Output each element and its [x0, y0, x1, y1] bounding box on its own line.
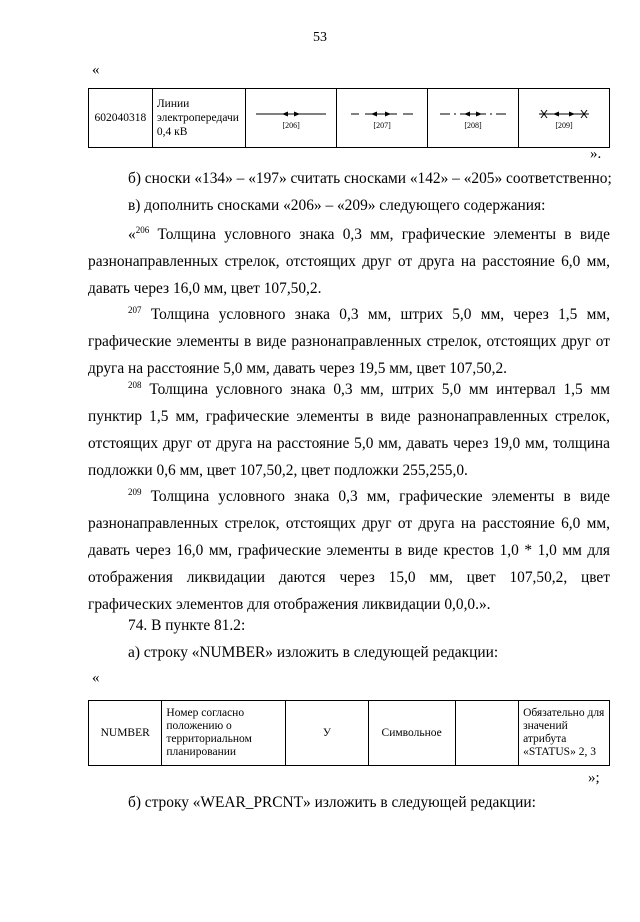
line-symbol-207-icon	[345, 109, 419, 119]
attr-name-cell: NUMBER	[89, 701, 162, 766]
symbol-207	[337, 89, 428, 148]
item-b: б) сноски «134» – «197» считать сносками «142» – «205» соответственно;	[128, 170, 612, 187]
footnote-206: [206]	[282, 121, 300, 130]
open-quote: «	[92, 62, 100, 78]
close-quote: ».	[590, 146, 602, 162]
attr-desc-cell: Номер согласно положению о территориальном планировании	[162, 701, 286, 766]
footnote-207: [207]	[373, 121, 391, 130]
footnote-206-text: «$^{206}$ Толщина условного знака 0,3 мм, графические элементы в виде разнонаправленных стрелок, отстоящих друг от друга на расстояние 6,0 мм, давать через 16,0 мм, цвет 107,50,2.	[88, 225, 610, 297]
item-v: в) дополнить сносками «206» – «209» следующего содержания:	[128, 197, 546, 214]
symbol-209	[519, 89, 610, 148]
close-quote-2: »;	[588, 770, 600, 786]
symbol-208	[428, 89, 519, 148]
symbol-table	[88, 88, 610, 148]
open-quote-2: «	[92, 670, 100, 686]
footnote-208: [208]	[464, 121, 482, 130]
line-symbol-208-icon	[436, 109, 510, 119]
attr-note-cell: Обязательно для значений атрибута «STATUS» 2, 3	[519, 701, 610, 766]
page-number: 53	[313, 30, 327, 45]
footnote-209: [209]	[555, 121, 573, 130]
line-symbol-209-icon	[527, 109, 601, 119]
symbol-206	[246, 89, 337, 148]
footnote-209-text: $^{209}$ Толщина условного знака 0,3 мм, графические элементы в виде разнонаправленных стрелок, отстоящих друг от друга на расстояние 6,0 мм, давать через 16,0 мм, графические элементы в виде крестов 1,0 * 1,0 мм для отображения ликвидации даются через 15,0 мм, цвет 107,50,2, цвет графических элементов для отображения ликвидации 0,0,0.».	[88, 487, 610, 613]
table-name-cell: Линии электропередачи 0,4 кВ	[152, 89, 245, 148]
table-code-cell: 602040318	[89, 89, 153, 148]
attr-empty-cell	[455, 701, 518, 766]
attr-flag-cell: У	[286, 701, 368, 766]
item-b2: б) строку «WEAR_PRCNT» изложить в следующей редакции:	[128, 794, 536, 811]
item-74: 74. В пункте 81.2:	[128, 617, 246, 634]
attribute-table	[88, 700, 610, 766]
footnote-207-text: $^{207}$ Толщина условного знака 0,3 мм, штрих 5,0 мм, через 1,5 мм, графические элементы в виде разнонаправленных стрелок, отстоящих друг от друга на расстояние 5,0 мм, давать через 19,5 мм, цвет 107,50,2.	[88, 305, 610, 377]
footnote-208-text: $^{208}$ Толщина условного знака 0,3 мм, штрих 5,0 мм интервал 1,5 мм пунктир 1,5 мм, графические элементы в виде разнонаправленных стрелок, отстоящих друг от друга на расстояние 5,0 мм, давать через 19,0 мм, толщина подложки 0,6 мм, цвет 107,50,2, цвет подложки 255,255,0.	[88, 380, 610, 479]
attr-type-cell: Символьное	[368, 701, 455, 766]
line-symbol-206-icon	[254, 109, 328, 119]
item-a: а) строку «NUMBER» изложить в следующей редакции:	[128, 644, 499, 661]
